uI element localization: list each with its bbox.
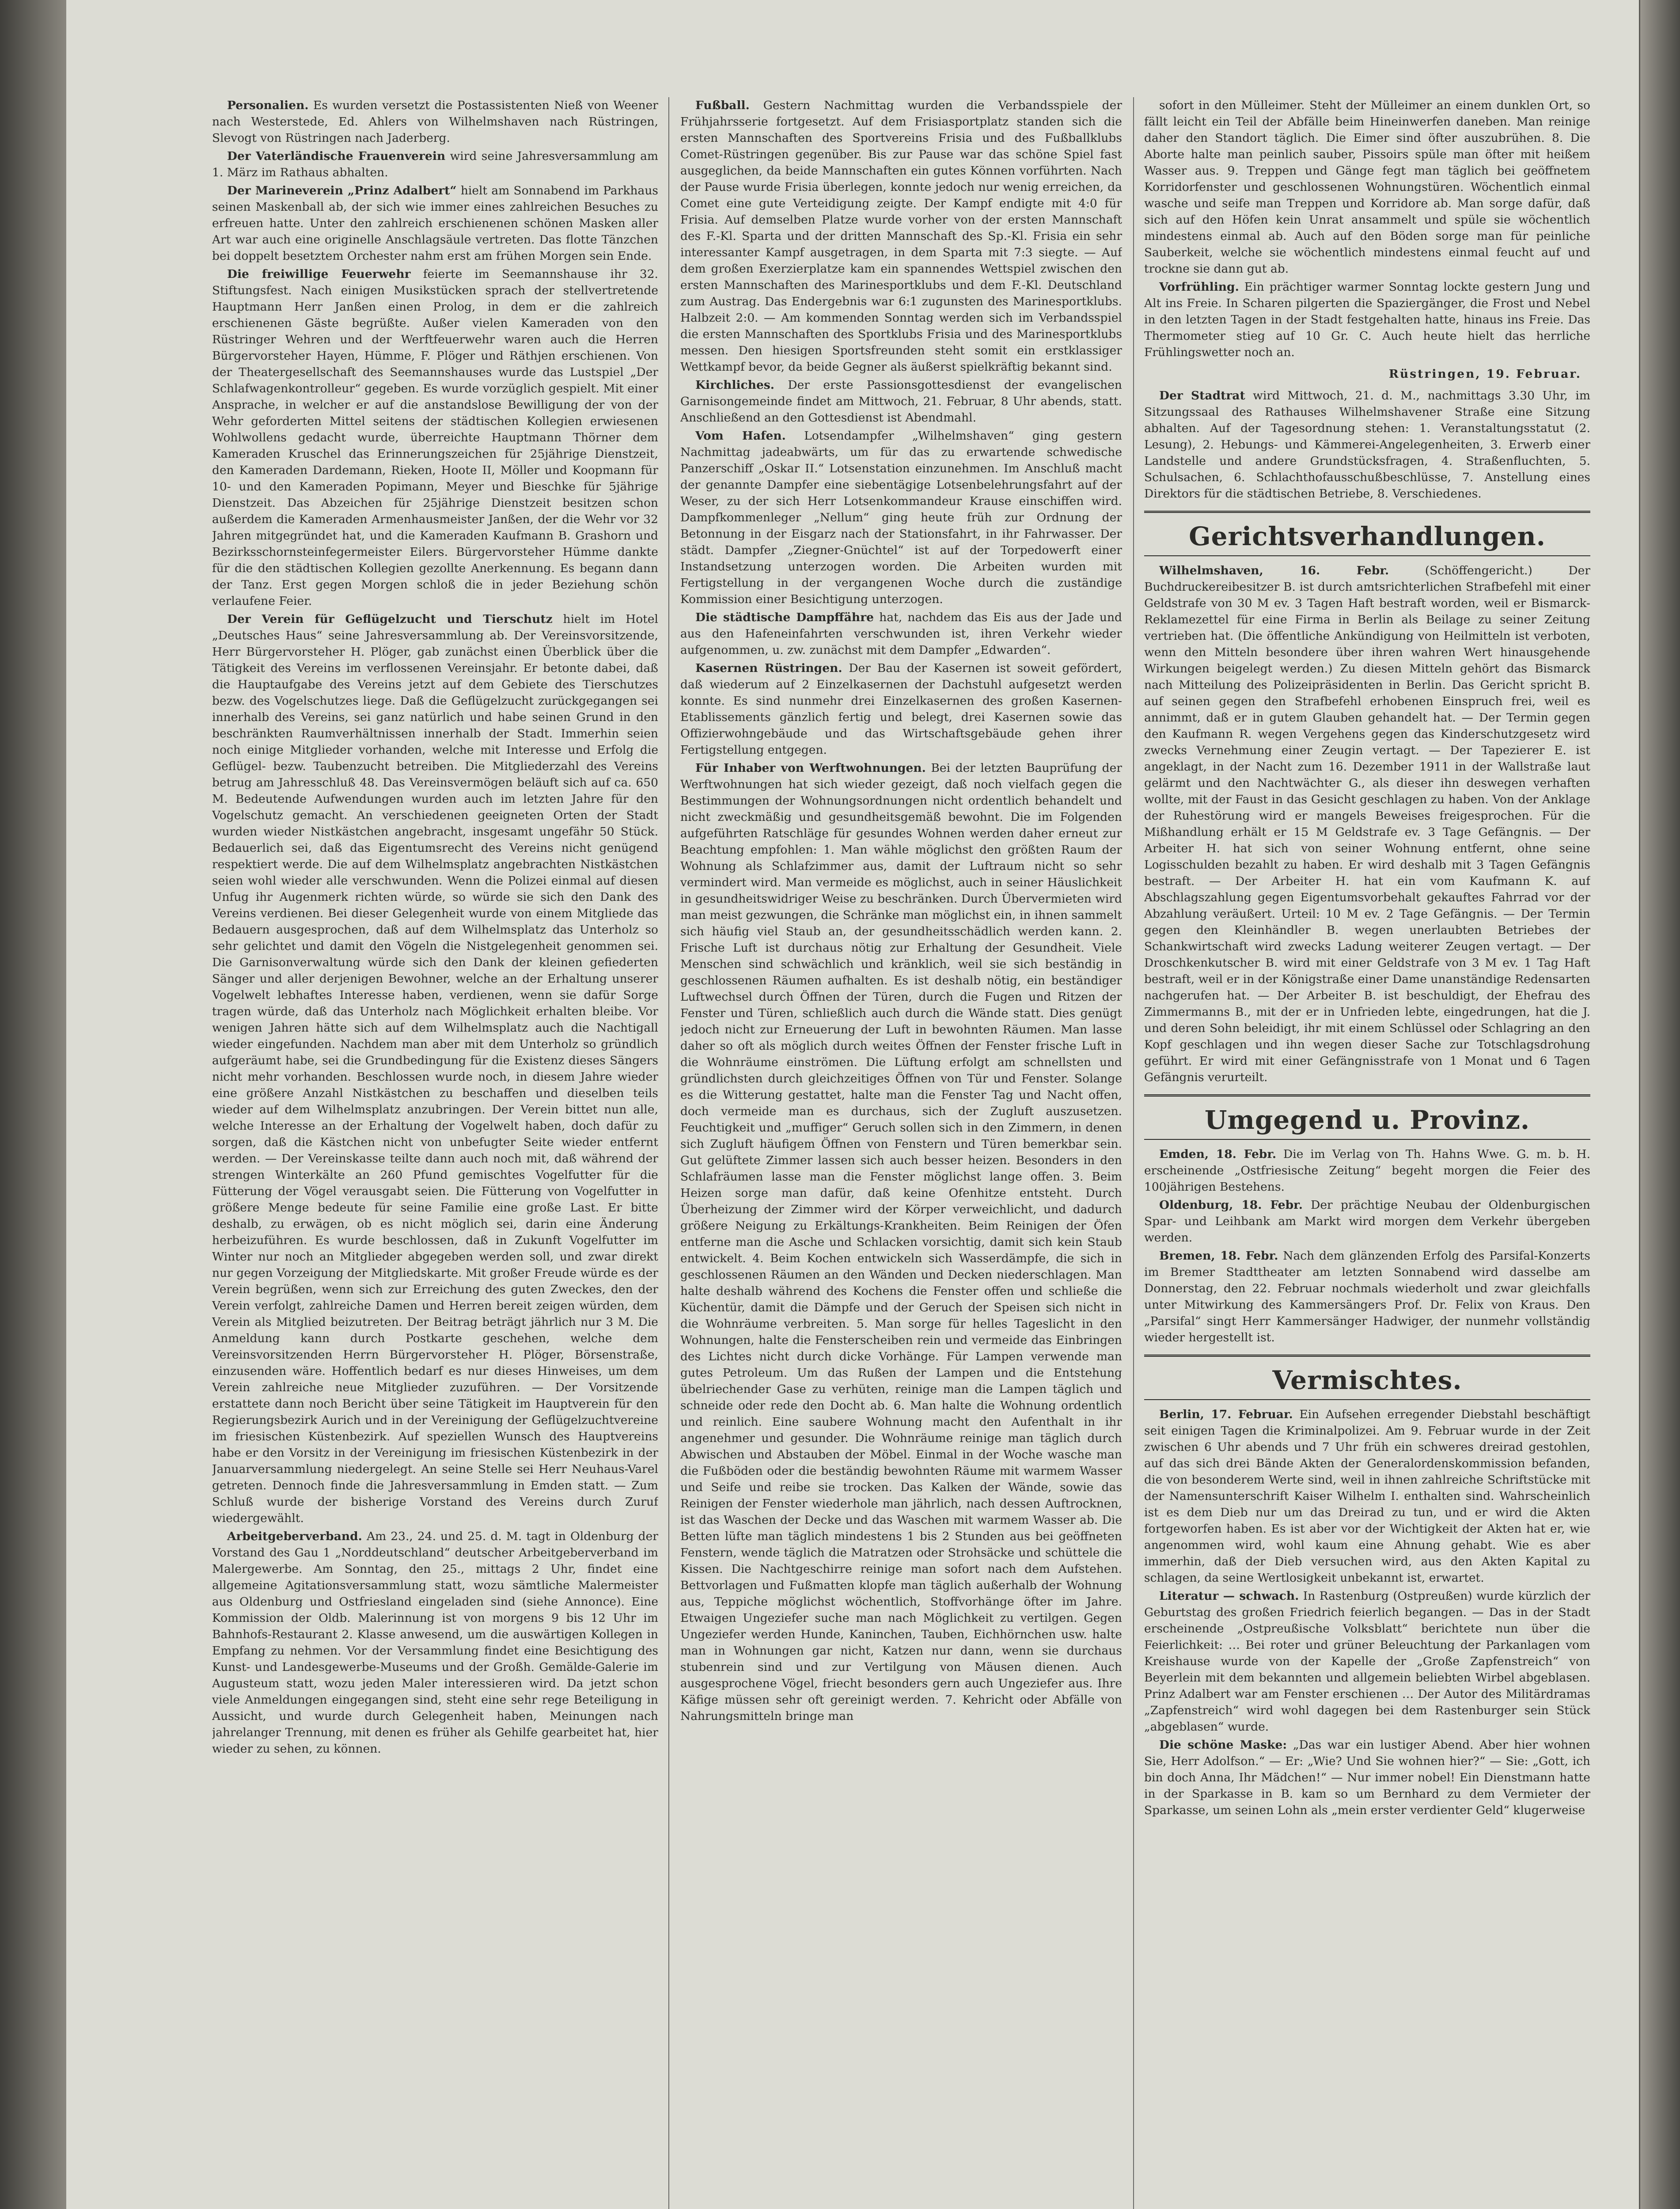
- news-item-lead: Berlin, 17. Februar.: [1159, 1408, 1293, 1421]
- news-item: [680, 760, 1122, 1724]
- column-2: [680, 97, 1122, 2209]
- news-item: [1144, 97, 1590, 277]
- news-item-text: Die im Verlag von Th. Hahns Wwe. G. m. b. H. erscheinende „Ostfriesische Zeitung“ begeht morgen die Feier des 100jährigen Bestehens.: [1144, 1147, 1590, 1194]
- news-item: [212, 148, 658, 181]
- news-item-lead: Kasernen Rüstringen.: [695, 661, 842, 675]
- section-heading: Vermischtes.: [1144, 1355, 1590, 1400]
- news-item: [680, 428, 1122, 607]
- news-item-text: Der prächtige Neubau der Oldenburgischen Spar- und Leihbank am Markt wird morgen dem Verkehr übergeben werden.: [1144, 1198, 1590, 1245]
- news-item-text: In Rastenburg (Ostpreußen) wurde kürzlich der Geburtstag des großen Friedrich feierlich begangen. — Das in der Stadt erscheinende „Ostpreußische Volksblatt“ berichtete nun über die Feierlichkeit: … Bei roter und grüner Beleuchtung der Parkanlagen vom Kreishause wurde von der Kapelle der „Große Zapfenstreich“ von Beyerlein mit dem bekannten und allgemein beliebten Wirbel abgeblasen. Prinz Adalbert war am Fenster erschienen … Der Autor des Militärdramas „Zapfenstreich“ wird wohl dagegen bei dem Rastenburger sein Stück „abgeblasen“ wurde.: [1144, 1589, 1590, 1734]
- news-item-text: hat, nachdem das Eis aus der Jade und aus den Hafeneinfahrten verschwunden ist, ihren Verkehr wieder aufgenommen, u. zw. zunächst mit dem Dampfer „Edwarden“.: [680, 611, 1122, 657]
- news-item-text: wird seine Jahresversammlung am 1. März im Rathaus abhalten.: [212, 149, 658, 179]
- news-item-lead: Vom Hafen.: [695, 429, 786, 443]
- news-item: [212, 97, 658, 146]
- column-rule: [1133, 97, 1134, 2209]
- section-heading: Gerichtsverhandlungen.: [1144, 511, 1590, 556]
- news-item: [1144, 1588, 1590, 1735]
- news-item-lead: Der Stadtrat: [1159, 389, 1245, 402]
- news-item-lead: Für Inhaber von Werftwohnungen.: [695, 761, 926, 775]
- news-item: [212, 1528, 658, 1757]
- news-item-text: Gestern Nachmittag wurden die Verbandsspiele der Frühjahrsserie fortgesetzt. Auf dem Frisiasportplatz standen sich die ersten Mannschaften des Sportvereins Frisia und des Fußballklubs Comet-Rüstringen gegenüber. Bis zur Pause war das schöne Spiel fast ausgeglichen, da beide Mannschaften ein gutes Können vorführten. Nach der Pause wurde Frisia überlegen, konnte jedoch nur wenig erreichen, da Comet eine gute Verteidigung zeigte. Der Kampf endigte mit 4:0 für Frisia. Auf demselben Platze wurde vorher von der ersten Mannschaft des F.-Kl. Sparta und der dritten Mannschaft des Sp.-Kl. Frisia ein sehr interessanter Kampf ausgetragen, in dem Sparta mit 7:3 siegte. — Auf dem großen Exerzierplatze kam ein spannendes Wettspiel zwischen den ersten Mannschaften des Marinesportklubs und dem F.-Kl. Deutschland zum Austrag. Das Endergebnis war 6:1 zugunsten des Marinesportklubs. Halbzeit 2:0. — Am kommenden Sonntag werden sich im Verbandsspiel die ersten Mannschaften des Sportklubs Frisia und des Marinesportklubs messen. Den hiesigen Sportsfreunden steht somit ein erstklassiger Wettkampf bevor, da beide Gegner als äußerst spielkräftig bekannt sind.: [680, 99, 1122, 374]
- newspaper-page: [66, 0, 1639, 2209]
- news-item-lead: Die städtische Dampffähre: [695, 611, 874, 624]
- news-item: [680, 97, 1122, 375]
- news-item-text: Es wurden versetzt die Postassistenten Nieß von Weener nach Westerstede, Ed. Ahlers von Wilhelmshaven nach Rüstringen, Slevogt von Rüstringen nach Jaderberg.: [212, 99, 658, 145]
- news-item-text: sofort in den Mülleimer. Steht der Mülleimer an einem dunklen Ort, so fällt leicht ein Teil der Abfälle beim Hineinwerfen daneben. Man reinige daher den Standort täglich. Die Eimer sind öfter auszubrühen. 8. Die Aborte halte man peinlich sauber, Pissoirs spüle man öfter mit heißem Wasser aus. 9. Treppen und Gänge fegt man täglich bei geöffnetem Korridorfenster und geschlossenen Wohnungstüren. Wöchentlich einmal wasche und seife man Treppen und Korridore ab. Man sorge dafür, daß sich auf den Höfen kein Unrat ansammelt und spüle sie wöchentlich mindestens einmal ab. Auch auf den Böden sorge man für peinliche Sauberkeit, welche sie wöchentlich mindestens einmal feucht auf und trockne sie dann gut ab.: [1144, 99, 1590, 276]
- news-item-text: Am 23., 24. und 25. d. M. tagt in Oldenburg der Vorstand des Gau 1 „Norddeutschland“ deutscher Arbeitgeberverband im Malergewerbe. Am Sonntag, den 25., mittags 2 Uhr, findet eine allgemeine Agitationsversammlung statt, wozu sämtliche Malermeister aus Oldenburg und Ostfriesland eingeladen sind (siehe Annonce). Eine Kommission der Oldb. Malerinnung ist von morgens 9 bis 12 Uhr im Bahnhofs-Restaurant 2. Klasse anwesend, um die auswärtigen Kollegen in Empfang zu nehmen. Vor der Versammlung findet eine Besichtigung des Kunst- und Landesgewerbe-Museums und der Großh. Gemälde-Galerie im Augusteum statt, wozu jeden Maler interessieren wird. Da jetzt schon viele Anmeldungen eingegangen sind, steht eine sehr rege Beteiligung in Aussicht, und wurde durch Gelegenheit haben, Meinungen nach jahrelanger Trennung, mit denen es früher als Gehilfe gearbeitet hat, hier wieder zu sehen, zu können.: [212, 1530, 658, 1756]
- column-1: [212, 97, 658, 2209]
- news-item-lead: Bremen, 18. Febr.: [1159, 1249, 1278, 1263]
- news-item: [1144, 1146, 1590, 1195]
- news-item-text: feierte im Seemannshause ihr 32. Stiftungsfest. Nach einigen Musikstücken sprach der stellvertretende Hauptmann Herr Janßen einen Prolog, in dem er die zahlreich erschienenen Gäste begrüßte. Außer vielen Kameraden von den Rüstringer Wehren und der Werftfeuerwehr waren auch die Herren Bürgervorsteher Hayen, Hümme, F. Plöger und Räthjen erschienen. Von der Theatergesellschaft des Seemannshauses wurde das Lustspiel „Der Schlafwagenkontrolleur“ gegeben. Es wurde vorzüglich gespielt. Mit einer Ansprache, in welcher er auf die anstandslose Bewilligung der von der Wehr geforderten Mittel seitens der städtischen Kollegien erwiesenen Wohlwollens gedacht wurde, überreichte Hauptmann Thörner dem Kameraden Kruschel das Erinnerungszeichen für 25jährige Dienstzeit, den Kameraden Dardemann, Rieken, Hoote II, Möller und Koopmann für 10- und den Kameraden Popimann, Meyer und Bieschke für 5jährige Dienstzeit. Das Abzeichen für 25jährige Dienstzeit besitzen schon außerdem die Kameraden Armenhausmeister Janßen, der die Wehr vor 32 Jahren mitgegründet hat, und die Kameraden Kaufmann B. Grashorn und Bezirksschornsteinfegermeister Eilers. Bürgervorsteher Hümme dankte für die den städtischen Kollegien gezollte Anerkennung. Es begann dann der Tanz. Erst gegen Morgen schloß die in jeder Beziehung schön verlaufene Feier.: [212, 267, 658, 608]
- news-item-lead: Der Vaterländische Frauenverein: [227, 149, 446, 163]
- news-item-lead: Arbeitgeberverband.: [227, 1530, 362, 1543]
- news-item: [1144, 1197, 1590, 1246]
- news-item-lead: Die freiwillige Feuerwehr: [227, 267, 411, 281]
- news-item-lead: Literatur — schwach.: [1159, 1589, 1299, 1603]
- news-item-lead: Personalien.: [227, 99, 309, 112]
- news-item-text: Der Bau der Kasernen ist soweit gefördert, daß wiederum auf 2 Einzelkasernen der Dachstuhl aufgesetzt werden konnte. Es sind nunmehr drei Einzelkasernen des großen Kasernen-Etablissements gänzlich fertig und belegt, drei Kasernen sowie das Offizierwohngebäude und das Wirtschaftsgebäude gehen ihrer Fertigstellung entgegen.: [680, 661, 1122, 757]
- news-item: [1144, 387, 1590, 502]
- scan-edge-shadow: [1640, 0, 1680, 2209]
- news-item-lead: Die schöne Maske:: [1159, 1738, 1287, 1752]
- newspaper-body: [212, 97, 1590, 2209]
- news-item: [1144, 562, 1590, 1086]
- news-item-text: Nach dem glänzenden Erfolg des Parsifal-Konzerts im Bremer Stadttheater am letzten Sonnabend wird dasselbe am Donnerstag, den 22. Februar nochmals wiederholt und zwar gleichfalls unter Mitwirkung des Kammersängers Prof. Dr. Felix von Kraus. Den „Parsifal“ singt Herr Kammersänger Hadwiger, der nunmehr vollständig wieder hergestellt ist.: [1144, 1249, 1590, 1344]
- news-item-lead: Emden, 18. Febr.: [1159, 1147, 1277, 1161]
- news-item: [212, 182, 658, 264]
- news-item: [680, 660, 1122, 758]
- news-item-lead: Kirchliches.: [695, 378, 775, 392]
- news-item: [212, 266, 658, 609]
- news-item-text: Ein prächtiger warmer Sonntag lockte gestern Jung und Alt ins Freie. In Scharen pilgerten die Spaziergänger, die Frost und Nebel in den letzten Tagen in der Stadt festgehalten hatte, hinaus ins Freie. Das Thermometer stieg auf 10 Gr. C. Auch heute hielt das herrliche Frühlingswetter noch an.: [1144, 280, 1590, 359]
- news-item-text: Bei der letzten Bauprüfung der Werftwohnungen hat sich wieder gezeigt, daß noch vielfach gegen die Bestimmungen der Wohnungsordnungen nicht ordentlich behandelt und nicht zweckmäßig und gesundheitsgemäß bewohnt. Die im Folgenden aufgeführten Ratschläge für gesundes Wohnen werden daher erneut zur Beachtung empfohlen: 1. Man wähle möglichst den größten Raum der Wohnung als Schlafzimmer aus, damit der Luftraum nicht so sehr vermindert wird. Man vermeide es möglichst, auch in seiner Häuslichkeit in gesundheitswidriger Weise zu beschränken. Durch Übervermieten wird man meist gezwungen, die Schränke man möglichst ein, in ihnen sammelt sich häufig viel Staub an, der gesundheitsschädlich werden kann. 2. Frische Luft ist durchaus nötig zur Erhaltung der Gesundheit. Viele Menschen sind schwächlich und kränklich, weil sie sich beständig in geschlossenen Räumen aufhalten. Es ist deshalb nötig, ein beständiger Luftwechsel durch Öffnen der Türen, durch die Fugen und Ritzen der Fenster und Türen, schließlich auch durch die Wände statt. Dies genügt jedoch nicht zur Erneuerung der Luft in bewohnten Räumen. Man lasse daher so oft als möglich durch weites Öffnen der Fenster frische Luft in die Wohnräume einströmen. Die Lüftung erfolgt am schnellsten und gründlichsten durch gleichzeitiges Öffnen von Tür und Fenster. Solange es die Witterung gestattet, halte man die Fenster Tag und Nacht offen, doch vermeide man es durchaus, sich der Zugluft auszusetzen. Feuchtigkeit und „muffiger“ Geruch sollen sich in den Zimmern, in denen sich Zugluft häufigem Öffnen von Fenstern und Türen bemerkbar sein. Gut gelüftete Zimmer lassen sich auch besser heizen. Besonders in den Schlafräumen lasse man die Fenster möglichst lange offen. 3. Beim Heizen sorge man dafür, daß keine Ofenhitze entsteht. Durch Überheizung der Zimmer wird der Körper verweichlicht, und dadurch größere Neigung zu Erkältungs-Krankheiten. Beim Reinigen der Öfen entferne man die Asche und Schlacken vorsichtig, damit sich kein Staub entwickelt. 4. Beim Kochen entwickeln sich Wasserdämpfe, die sich in geschlossenen Räumen an den Wänden und Decken niederschlagen. Man halte deshalb während des Kochens die Fenster offen und schließe die Küchentür, damit die Dämpfe und der Geruch der Speisen sich nicht in die Wohnräume verbreiten. 5. Man sorge für helles Tageslicht in den Wohnungen, halte die Fensterscheiben rein und vermeide das Einbringen des Lichtes nicht durch dicke Vorhänge. Für Lampen verwende man gutes Petroleum. Um das Rußen der Lampen und die Entstehung übelriechender Gase zu verhüten, reinige man die Lampen täglich und schneide oder rede den Docht ab. 6. Man halte die Wohnung ordentlich und reinlich. Eine saubere Wohnung macht den Aufenthalt in ihr angenehmer und gesunder. Die Wohnräume reinige man täglich durch Abwischen und Abstauben der Möbel. Einmal in der Woche wasche man die Fußböden oder die beständig bewohnten Räume mit warmem Wasser und Seife und reibe sie trocken. Das Kalken der Wände, sowie das Reinigen der Fenster wiederhole man jährlich, nach dessen Auftrocknen, ist das Waschen der Decke und das Waschen mit warmem Wasser ab. Die Betten lüfte man täglich mindestens 1 bis 2 Stunden aus bei geöffneten Fenstern, wende täglich die Matratzen oder Strohsäcke und schüttele die Kissen. Die Nachtgeschirre reinige man sofort nach dem Aufstehen. Bettvorlagen und Fußmatten klopfe man täglich außerhalb der Wohnung aus, Teppiche möglichst wöchentlich, Stoffvorhänge öfter im Jahre. Etwaigen Ungeziefer suche man nach Möglichkeit zu vertilgen. Gegen Ungeziefer werden Hunde, Kaninchen, Tauben, Eichhörnchen usw. halte man in Wohnungen gar nicht, Katzen nur dann, wenn sie durchaus stubenrein sind und zur Vertilgung von Mäusen dienen. Auch ausgesprochene Vögel, friecht besonders gern auch Ungeziefer aus. Ihre Käfige müssen sehr oft gereinigt werden. 7. Kehricht oder Abfälle von Nahrungsmitteln bringe man: [680, 761, 1122, 1723]
- news-item-text: „Das war ein lustiger Abend. Aber hier wohnen Sie, Herr Adolfson.“ — Er: „Wie? Und Sie wohnen hier?“ — Sie: „Gott, ich bin doch Anna, Ihr Mädchen!“ — Nur immer nobel! Ein Dienstmann hatte in der Sparkasse in B. kam so um Bernhard zu dem Vermieter der Sparkasse, um seinen Lohn als „mein erster verdienter Geld“ klugerweise: [1144, 1738, 1590, 1817]
- news-item-text: (Schöffengericht.) Der Buchdruckereibesitzer B. ist durch amtsrichterlichen Strafbefehl mit einer Geldstrafe von 30 M ev. 3 Tagen Haft bestraft worden, weil er Bismarck-Reklamezettel für eine Firma in Berlin als Beilage zu seiner Zeitung vertrieben hat. (Die öffentliche Ankündigung von Heilmitteln ist verboten, wenn den Mitteln besondere über ihren wahren Wert hinausgehende Wirkungen beigelegt werden.) Zu diesen Mitteln gehört das Bismarck nach Mitteilung des Polizeipräsidenten in Berlin. Das Gericht spricht B. auf seinen gegen den Strafbefehl erhobenen Einspruch frei, weil es annimmt, daß er in gutem Glauben gehandelt hat. — Der Termin gegen den Kaufmann R. wegen Vergehens gegen das Kinderschutzgesetz wird zwecks Vernehmung einer Zeugin vertagt. — Der Tapezierer E. ist angeklagt, in der Nacht zum 16. Dezember 1911 in der Wallstraße laut gelärmt und den Nachtwächter G., als dieser ihn deswegen verhaften wollte, mit der Faust in das Gesicht geschlagen zu haben. Von der Anklage der Ruhestörung wird er mangels Beweises freigesprochen. Für die Mißhandlung erhält er 15 M Geldstrafe ev. 3 Tage Gefängnis. — Der Arbeiter H. hat sich von seiner Wohnung entfernt, ohne seine Logisschulden bezahlt zu haben. Er wird deshalb mit 3 Tagen Gefängnis bestraft. — Der Arbeiter H. hat ein vom Kaufmann K. auf Abschlagszahlung gegen Eigentumsvorbehalt gekauftes Fahrrad vor der Abzahlung veräußert. Urteil: 10 M ev. 2 Tage Gefängnis. — Der Termin gegen den Kleinhändler B. wegen unerlaubten Betriebes der Schankwirtschaft wird zwecks Ladung weiterer Zeugen vertagt. — Der Droschkenkutscher B. wird mit einer Geldstrafe von 3 M ev. 1 Tag Haft bestraft, weil er in der Königstraße einer Dame unanständige Redensarten nachgerufen hat. — Der Arbeiter B. ist beschuldigt, der Ehefrau des Zimmermanns B., mit der er in Unfrieden lebte, eingedrungen, hat die J. und deren Sohn beleidigt, ihr mit einem Schlüssel oder Schlagring an den Kopf geschlagen und ihn wegen dieser Sache zur Totschlagsdrohung geführt. Er wird mit einer Gefängnisstrafe von 1 Monat und 6 Tagen Gefängnis verurteilt.: [1144, 564, 1590, 1084]
- news-item-text: hielt im Hotel „Deutsches Haus“ seine Jahresversammlung ab. Der Vereinsvorsitzende, Herr Bürgervorsteher H. Plöger, gab zunächst einen Überblick über die Tätigkeit des Vereins im verflossenen Vereinsjahr. Er betonte dabei, daß die Hauptaufgabe des Vereins jetzt auf dem Gebiete des Tierschutzes bezw. des Vogelschutzes liege. Daß die Geflügelzucht zurückgegangen sei innerhalb des Vereins, sei ganz natürlich und habe seinen Grund in den beschränkten Raumverhältnissen innerhalb der Stadt. Immerhin seien noch einige Mitglieder vorhanden, welche mit Interesse und Erfolg die Geflügel- bezw. Taubenzucht betreiben. Die Mitgliederzahl des Vereins betrug am Jahresschluß 48. Das Vereinsvermögen beläuft sich auf ca. 650 M. Bedeutende Aufwendungen wurden auch im letzten Jahre für den Vogelschutz gemacht. An verschiedenen geeigneten Orten der Stadt wurden wieder Nistkästchen angebracht, insgesamt ungefähr 50 Stück. Bedauerlich sei, daß das Eigentumsrecht des Vereins nicht genügend respektiert werde. Die auf dem Wilhelmsplatz angebrachten Nistkästchen seien wohl wieder alle verschwunden. Wenn die Polizei einmal auf diesen Unfug ihr Augenmerk richten würde, so würde sie sich den Dank des Vereins verdienen. Bei dieser Gelegenheit wurde von einem Mitgliede das Bedauern ausgesprochen, daß auf dem Wilhelmsplatz das Unterholz so sehr gelichtet und damit den Vögeln die Nistgelegenheit genommen sei. Die Garnisonverwaltung würde sich den Dank der kleinen gefiederten Sänger und aller derjenigen Bewohner, welche an der Erhaltung unserer Vogelwelt lebhaftes Interesse haben, verdienen, wenn sie dafür Sorge tragen würde, daß das Unterholz nach Möglichkeit erhalten bleibe. Vor wenigen Jahren hätte sich auf dem Wilhelmsplatz auch die Nachtigall wieder eingefunden. Nachdem man aber mit dem Unterholz so gründlich aufgeräumt habe, sei die Grundbedingung für die Existenz dieses Sängers nicht mehr vorhanden. Beschlossen wurde noch, in diesem Jahre wieder eine größere Anzahl Nistkästchen zu beschaffen und dieselben teils wieder auf dem Wilhelmsplatz anzubringen. Der Verein bittet nun alle, welche Interesse an der Erhaltung der Vogelwelt haben, doch dafür zu sorgen, daß die Kästchen nicht von unbefugter Seite wieder entfernt werden. — Der Vereinskasse teilte dann auch noch mit, daß während der strengen Winterkälte an 260 Pfund gemischtes Vogelfutter für die Fütterung der Vögel verausgabt seien. Die Fütterung von Vogelfutter in größere Menge bedeute für seine Familie eine große Last. Er bitte deshalb, zu erwägen, ob es nicht möglich sei, darin eine Änderung herbeizuführen. Es wurde beschlossen, daß in Zukunft Vogelfutter im Winter nur noch an Mitglieder abgegeben werden soll, und zwar direkt nur gegen Vorzeigung der Mitgliedskarte. Mit großer Freude würde es der Verein begrüßen, wenn sich zur Erreichung des guten Zweckes, den der Verein verfolgt, zahlreiche Damen und Herren bereit zeigen würden, dem Verein als Mitglied beizutreten. Der Beitrag beträgt jährlich nur 3 M. Die Anmeldung kann durch Postkarte geschehen, welche dem Vereinsvorsitzenden Herrn Bürgervorsteher H. Plöger, Börsenstraße, einzusenden wäre. Hoffentlich bedarf es nur dieses Hinweises, um dem Verein zahlreiche neue Mitglieder zuzuführen. — Der Vorsitzende erstattete dann noch Bericht über seine Tätigkeit im Hauptverein für den Regierungsbezirk Aurich und in der Vereinigung der Geflügelzuchtvereine im friesischen Küstenbezirk. Auf speziellen Wunsch des Hauptvereins habe er den Vorsitz in der Vereinigung im friesischen Küstenbezirk in der Januarversammlung niedergelegt. An seine Stelle sei Herr Neuhaus-Varel getreten. Dennoch finde die Jahresversammlung in Emden statt. — Zum Schluß wurde der bisherige Vorstand des Vereins durch Zuruf wiedergewählt.: [212, 612, 658, 1525]
- column-rule: [668, 97, 669, 2209]
- news-item: [212, 611, 658, 1526]
- news-item: [1144, 279, 1590, 361]
- section-heading: Umgegend u. Provinz.: [1144, 1094, 1590, 1140]
- news-item-text: Ein Aufsehen erregender Diebstahl beschäftigt seit einigen Tagen die Kriminalpolizei. Am 9. Februar wurde in der Zeit zwischen 6 Uhr abends und 7 Uhr früh ein schweres dreirad gestohlen, auf das sich drei Bände Akten der Generalordenskommission befanden, die von besonderem Werte sind, weil in ihnen zahlreiche Schriftstücke mit der Namensunterschrift Kaiser Wilhelm I. enthalten sind. Wahrscheinlich ist es dem Dieb nur um das Dreirad zu tun, und er wird die Akten fortgeworfen haben. Es ist aber vor der Wichtigkeit der Akten hat er, wie angenommen wird, wohl kaum eine Ahnung gehabt. Wie es aber immerhin, daß der Dieb versuchen wird, aus den Akten Kapital zu schlagen, da seine Wertlosigkeit unbekannt ist, erwartet.: [1144, 1408, 1590, 1585]
- news-item-lead: Vorfrühling.: [1159, 280, 1239, 294]
- news-item-lead: Der Marineverein „Prinz Adalbert“: [227, 184, 457, 197]
- news-item-text: Der erste Passionsgottesdienst der evangelischen Garnisongemeinde findet am Mittwoch, 21. Februar, 8 Uhr abends, statt. Anschließend an den Gottesdienst ist Abendmahl.: [680, 378, 1122, 425]
- news-item: [680, 377, 1122, 426]
- news-item: [680, 609, 1122, 658]
- news-item: [1144, 1737, 1590, 1818]
- news-item-lead: Fußball.: [695, 99, 750, 112]
- column-3: [1144, 97, 1590, 2209]
- dateline: Rüstringen, 19. Februar.: [1388, 367, 1581, 381]
- scan-binding-shadow: [0, 0, 66, 2209]
- news-item-lead: Wilhelmshaven, 16. Febr.: [1159, 564, 1389, 577]
- news-item-lead: Oldenburg, 18. Febr.: [1159, 1198, 1303, 1212]
- news-item: [1144, 1406, 1590, 1586]
- news-item: [1144, 1248, 1590, 1346]
- news-item-lead: Der Verein für Geflügelzucht und Tierschutz: [227, 612, 553, 626]
- news-item-text: Lotsendampfer „Wilhelmshaven“ ging gestern Nachmittag jadeabwärts, um für das zu erwartende schwedische Panzerschiff „Oskar II.“ Lotsenstation einzunehmen. Im Anschluß macht der genannte Dampfer eine siebentägige Lotsenbelehrungsfahrt auf der Weser, zu der sich Herr Lotsenkommandeur Krause einschiffen wird. Dampfkommenleger „Nellum“ ging heute früh zur Ordnung der Betonnung in der Eisgarz nach der Stationsfahrt, in ihr Fahrwasser. Der städt. Dampfer „Ziegner-Gnüchtel“ ist auf der Torpedowerft einer Instandsetzung unterzogen worden. Die Arbeiten wurden mit Fertigstellung in der vergangenen Woche durch die zuständige Kommission einer Besichtigung unterzogen.: [680, 429, 1122, 606]
- news-item-text: hielt am Sonnabend im Parkhaus seinen Maskenball ab, der sich wie immer eines zahlreichen Besuches zu erfreuen hatte. Unter den zahlreich erschienenen schönen Masken aller Art war auch eine originelle Anschlagsäule vertreten. Das flotte Tänzchen bei doppelt besetztem Orchester nahm erst am frühen Morgen sein Ende.: [212, 184, 658, 263]
- news-item-text: wird Mittwoch, 21. d. M., nachmittags 3.30 Uhr, im Sitzungssaal des Rathauses Wilhelmshavener Straße eine Sitzung abhalten. Auf der Tagesordnung stehen: 1. Veranstaltungsstatut (2. Lesung), 2. Hebungs- und Kämmerei-Angelegenheiten, 3. Erwerb einer Landstelle und andere Grundstücksfragen, 4. Straßenfluchten, 5. Schulsachen, 6. Schlachthofausschußbeschlüsse, 7. Anstellung eines Direktors für die städtischen Betriebe, 8. Verschiedenes.: [1144, 389, 1590, 501]
